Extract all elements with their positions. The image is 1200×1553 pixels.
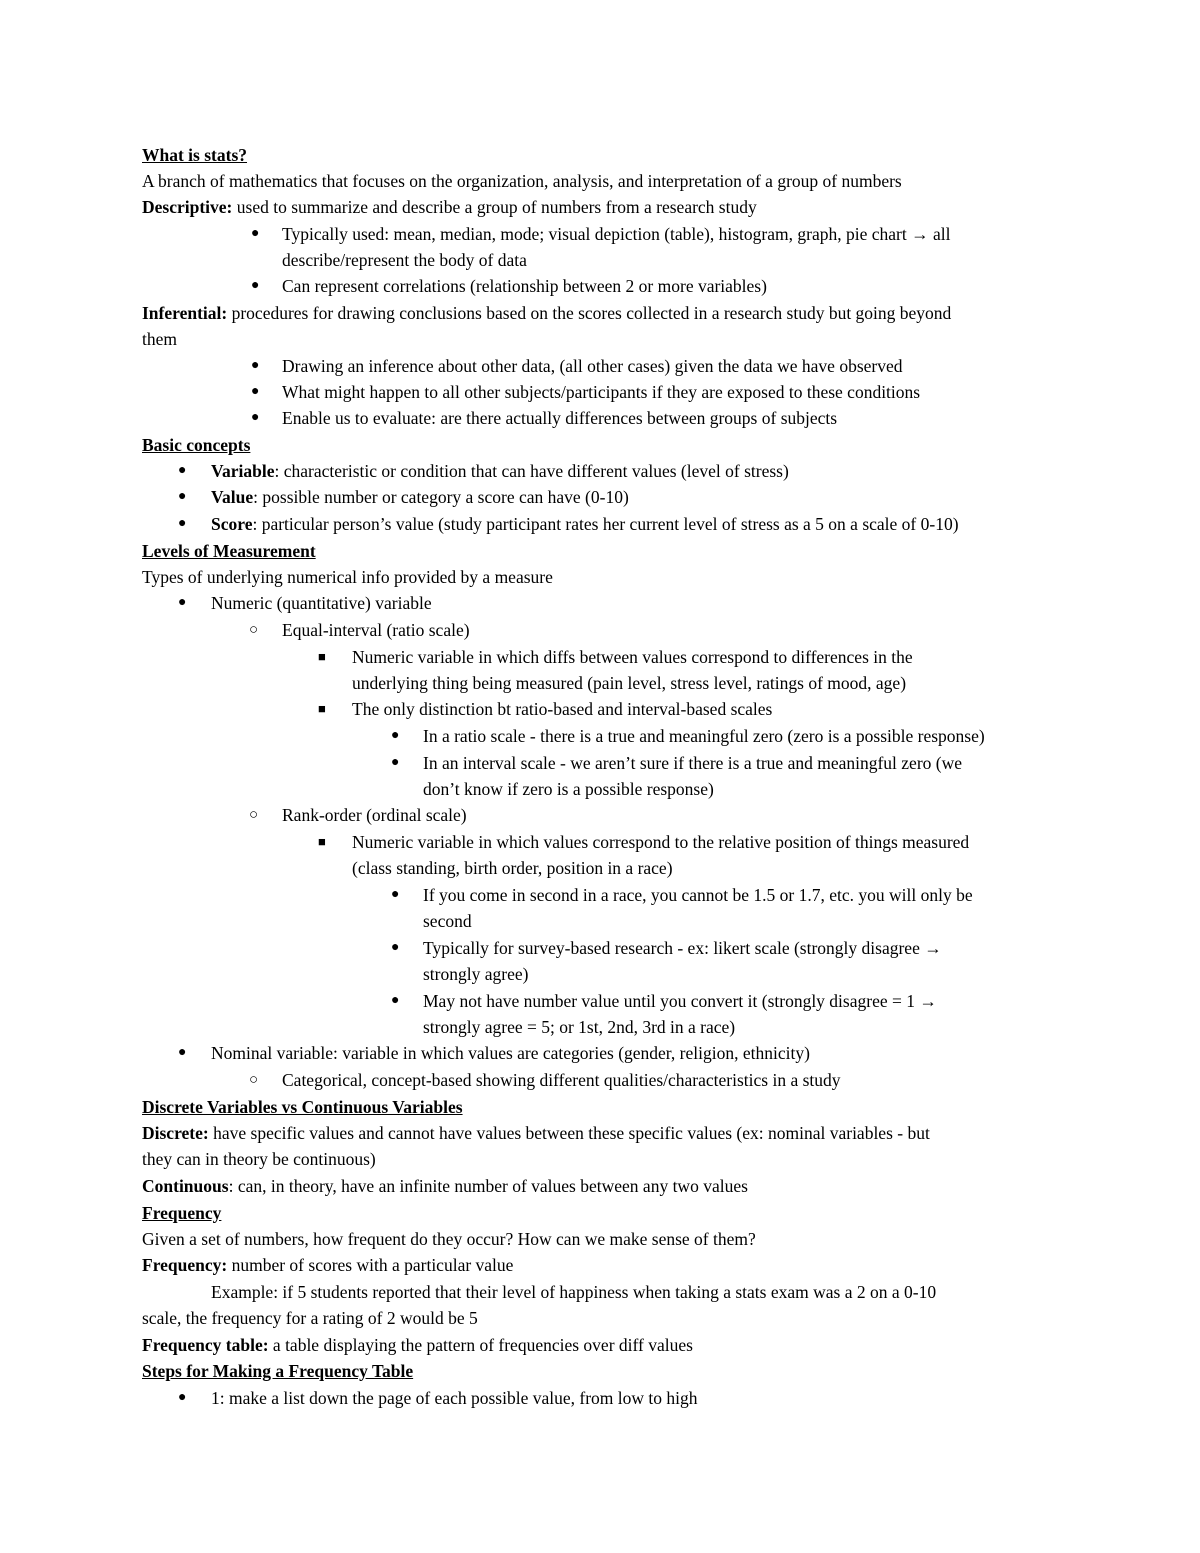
bullet-dot: ●	[251, 384, 260, 399]
bullet-dot: ●	[251, 226, 260, 241]
bullet-circle: ○	[249, 622, 259, 638]
descriptive-term: Descriptive:	[142, 197, 233, 217]
bullet-square: ■	[318, 701, 326, 716]
bullet-dot: ●	[251, 358, 260, 373]
inferential-term: Inferential:	[142, 303, 228, 323]
list-item	[211, 484, 629, 510]
bullet-square: ■	[318, 834, 326, 849]
bullet-dot: ●	[391, 940, 400, 955]
bullet-dot: ●	[251, 278, 260, 293]
list-item: Numeric (quantitative) variable	[211, 593, 432, 613]
heading-discrete-vs-continuous: Discrete Variables vs Continuous Variables	[142, 1097, 463, 1117]
bullet-dot: ●	[251, 410, 260, 425]
variable-definition: : characteristic or condition that can have different values (level of stress)	[274, 461, 789, 481]
heading-what-is-stats: What is stats?	[142, 145, 248, 165]
list-item: The only distinction bt ratio-based and interval-based scales	[352, 699, 773, 719]
list-item: Nominal variable: variable in which values are categories (gender, religion, ethnicity)	[211, 1043, 810, 1063]
frequency-example: Example: if 5 students reported that their level of happiness when taking a stats exam was a 2 on a 0-10	[211, 1282, 937, 1302]
bullet-dot: ●	[391, 887, 400, 902]
value-definition: : possible number or category a score can have (0-10)	[253, 487, 629, 507]
list-item-continuation: (class standing, birth order, position in a race)	[352, 858, 673, 878]
frequency-table-line	[142, 1332, 693, 1358]
descriptive-line	[142, 194, 757, 220]
list-item-continuation: second	[423, 911, 472, 931]
list-item: Numeric variable in which diffs between values correspond to differences in the	[352, 647, 913, 667]
heading-frequency: Frequency	[142, 1203, 222, 1223]
frequency-example-continuation: scale, the frequency for a rating of 2 would be 5	[142, 1308, 478, 1328]
continuous-term: Continuous	[142, 1176, 229, 1196]
frequency-line	[142, 1252, 513, 1278]
levels-intro: Types of underlying numerical info provided by a measure	[142, 567, 553, 587]
bullet-dot: ●	[391, 728, 400, 743]
continuous-definition: : can, in theory, have an infinite number of values between any two values	[228, 1176, 748, 1196]
bullet-dot: ●	[178, 463, 187, 478]
variable-term: Variable	[211, 461, 275, 481]
list-item: Equal-interval (ratio scale)	[282, 620, 470, 640]
heading-steps-frequency-table: Steps for Making a Frequency Table	[142, 1361, 414, 1381]
discrete-definition: have specific values and cannot have values between these specific values (ex: nominal variables - but	[208, 1123, 930, 1143]
bullet-dot: ●	[178, 516, 187, 531]
list-item: Enable us to evaluate: are there actually differences between groups of subjects	[282, 408, 838, 428]
list-item: Drawing an inference about other data, (all other cases) given the data we have observed	[282, 356, 903, 376]
list-item: In a ratio scale - there is a true and meaningful zero (zero is a possible response)	[423, 726, 985, 746]
bullet-dot: ●	[178, 1390, 187, 1405]
list-item-continuation: don’t know if zero is a possible response)	[423, 779, 714, 799]
bullet-dot: ●	[391, 755, 400, 770]
list-item: Categorical, concept-based showing different qualities/characteristics in a study	[282, 1070, 841, 1090]
continuous-line	[142, 1173, 748, 1199]
frequency-term: Frequency:	[142, 1255, 228, 1275]
bullet-dot: ●	[391, 993, 400, 1008]
list-item-continuation: underlying thing being measured (pain level, stress level, ratings of mood, age)	[352, 673, 907, 693]
heading-levels-of-measurement: Levels of Measurement	[142, 541, 316, 561]
frequency-definition: number of scores with a particular value	[227, 1255, 514, 1275]
list-item: Typically used: mean, median, mode; visual depiction (table), histogram, graph, pie chart → all	[282, 224, 951, 244]
descriptive-definition: used to summarize and describe a group of numbers from a research study	[232, 197, 757, 217]
inferential-line	[142, 300, 951, 326]
discrete-continuation: they can in theory be continuous)	[142, 1149, 376, 1169]
bullet-circle: ○	[249, 807, 259, 823]
list-item: If you come in second in a race, you cannot be 1.5 or 1.7, etc. you will only be	[423, 885, 973, 905]
list-item: Numeric variable in which values correspond to the relative position of things measured	[352, 832, 970, 852]
discrete-term: Discrete:	[142, 1123, 209, 1143]
discrete-line	[142, 1120, 930, 1146]
list-item-continuation: describe/represent the body of data	[282, 250, 527, 270]
list-item: May not have number value until you convert it (strongly disagree = 1 →	[423, 991, 937, 1011]
bullet-dot: ●	[178, 1045, 187, 1060]
bullet-square: ■	[318, 649, 326, 664]
inferential-continuation: them	[142, 329, 177, 349]
frequency-table-term: Frequency table:	[142, 1335, 269, 1355]
list-item: In an interval scale - we aren’t sure if there is a true and meaningful zero (we	[423, 753, 963, 773]
list-item: Can represent correlations (relationship between 2 or more variables)	[282, 276, 767, 296]
list-item: 1: make a list down the page of each possible value, from low to high	[211, 1388, 698, 1408]
frequency-table-definition: a table displaying the pattern of frequencies over diff values	[268, 1335, 693, 1355]
list-item: Rank-order (ordinal scale)	[282, 805, 467, 825]
list-item-continuation: strongly agree = 5; or 1st, 2nd, 3rd in a race)	[423, 1017, 736, 1037]
bullet-dot: ●	[178, 489, 187, 504]
stats-definition: A branch of mathematics that focuses on the organization, analysis, and interpretation of a group of numbers	[142, 171, 902, 191]
list-item: Typically for survey-based research - ex: likert scale (strongly disagree →	[423, 938, 942, 958]
heading-basic-concepts: Basic concepts	[142, 435, 251, 455]
frequency-intro: Given a set of numbers, how frequent do they occur? How can we make sense of them?	[142, 1229, 756, 1249]
list-item	[211, 458, 789, 484]
list-item	[211, 511, 959, 537]
score-definition: : particular person’s value (study participant rates her current level of stress as a 5 on a scale of 0-10)	[252, 514, 959, 534]
score-term: Score	[211, 514, 253, 534]
list-item-continuation: strongly agree)	[423, 964, 529, 984]
inferential-definition: procedures for drawing conclusions based on the scores collected in a research study but going beyond	[227, 303, 952, 323]
list-item: What might happen to all other subjects/participants if they are exposed to these conditions	[282, 382, 921, 402]
bullet-circle: ○	[249, 1072, 259, 1088]
bullet-dot: ●	[178, 595, 187, 610]
value-term: Value	[211, 487, 254, 507]
